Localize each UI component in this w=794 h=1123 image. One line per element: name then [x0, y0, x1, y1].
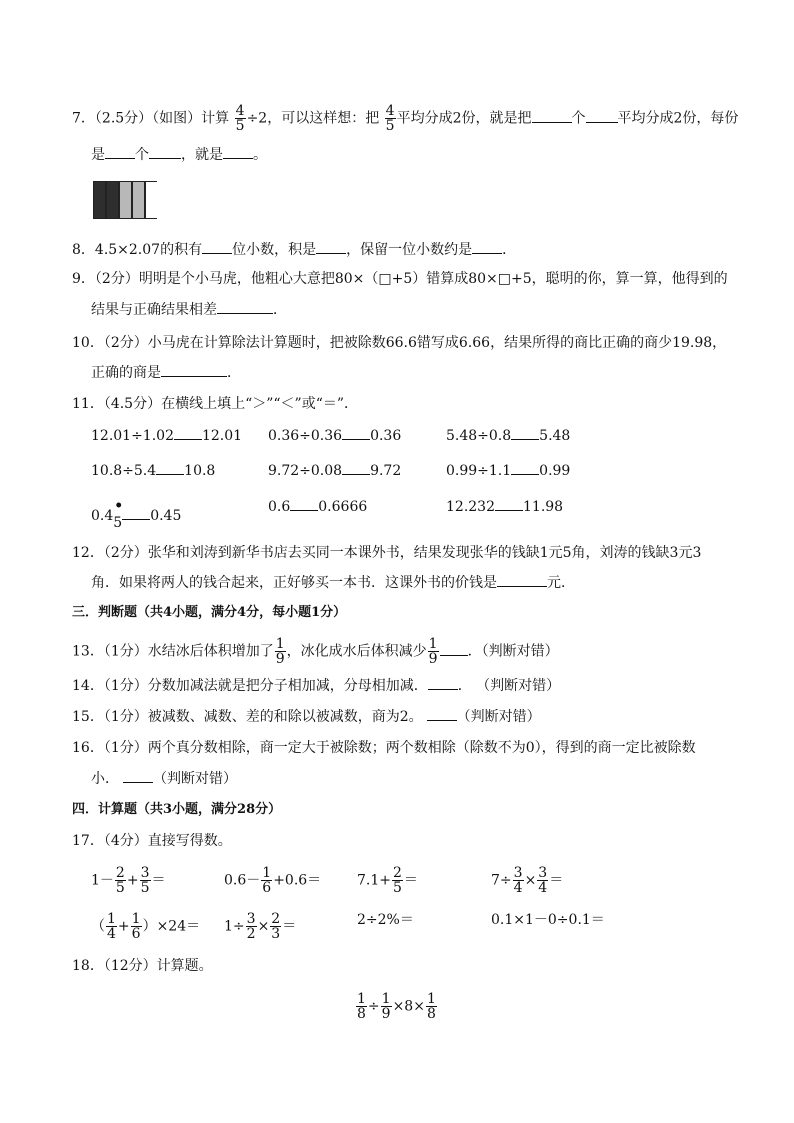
q13: 13．（1分）水结冰后体积增加了 $\frac{1}{9}$ ，冰化成水后体积减少 $\frac{1}{9}$ ．（判断对错） — [72, 636, 559, 667]
q14: 14．（1分）分数加减法就是把分子相加减，分母相加减． ． （判断对错） — [72, 678, 561, 694]
answer-blank[interactable] — [586, 110, 618, 123]
q16-line2: 小． （判断对错） — [91, 771, 237, 787]
fraction: $\frac{1}{9}$ — [428, 636, 438, 667]
q11-heading: 11．（4.5分）在横线上填上“＞”“＜”或“＝”． — [72, 396, 359, 412]
fraction: $\frac{4}{5}$ — [385, 103, 395, 134]
answer-blank[interactable] — [161, 364, 227, 377]
answer-blank[interactable] — [174, 427, 202, 440]
q18-heading: 18．（12分）计算题。 — [72, 958, 213, 974]
section-heading: 三．判断题（共4小题，满分4分，每小题1分） — [72, 605, 347, 620]
compare-item: 12.232 11.98 — [446, 499, 564, 515]
compare-item: 0.36÷0.36 0.36 — [268, 428, 402, 444]
compare-item: 0.99÷1.1 0.99 — [446, 463, 571, 479]
repeating-decimal: • 5 — [113, 498, 124, 531]
q10-line1: 10．（2分）小马虎在计算除法计算题时，把被除数66.6错写成6.66，结果所得的商比正确的商少19.98， — [72, 335, 727, 351]
calc-expression: 2÷2%＝ — [357, 912, 414, 928]
q8: 8．4.5×2.07的积有 位小数，积是 ，保留一位小数约是 ． — [72, 242, 517, 258]
fraction: $\frac{1}{9}$ — [275, 636, 285, 667]
bar-segment-dark — [93, 181, 106, 219]
answer-blank[interactable] — [202, 241, 232, 254]
answer-blank[interactable] — [511, 427, 539, 440]
answer-blank[interactable] — [105, 146, 135, 159]
answer-blank[interactable] — [440, 643, 468, 656]
bar-segment-empty — [145, 181, 157, 219]
bar-segment-light — [132, 181, 145, 219]
calc-expression: 7÷ $\frac{3}{4}$ × $\frac{3}{4}$ ＝ — [491, 865, 564, 896]
answer-blank[interactable] — [290, 498, 318, 511]
answer-blank[interactable] — [342, 427, 370, 440]
answer-blank[interactable] — [495, 498, 523, 511]
calc-expression: （ $\frac{1}{4}$ + $\frac{1}{6}$ ）×24＝ — [91, 911, 201, 942]
compare-item: 5.48÷0.8 5.48 — [446, 428, 571, 444]
compare-item: 10.8÷5.4 10.8 — [91, 463, 216, 479]
q16-line1: 16．（1分）两个真分数相除，商一定大于被除数；两个数相除（除数不为0），得到的商一定比被除数 — [72, 740, 696, 756]
answer-blank[interactable] — [217, 301, 273, 314]
answer-blank[interactable] — [428, 677, 458, 690]
answer-blank[interactable] — [149, 146, 181, 159]
compare-item: 12.01÷1.02 12.01 — [91, 428, 243, 444]
q7-line2: 是 个 ，就是 。 — [91, 147, 267, 163]
answer-blank[interactable] — [427, 708, 457, 721]
calc-expression: 0.6－ $\frac{1}{6}$ +0.6＝ — [224, 865, 322, 896]
q7-line1: 7．（2.5分）（如图）计算 $\frac{4}{5}$ ÷2，可以这样想：把 $\frac{4}{5}$ 平均分成2份，就是把 个 平均分成2份，每份 — [72, 103, 739, 134]
answer-blank[interactable] — [223, 146, 253, 159]
calc-expression: $\frac{1}{8}$ ÷ $\frac{1}{9}$ ×8× $\frac{1}{8}$ — [357, 991, 436, 1022]
fraction: $\frac{4}{5}$ — [235, 103, 245, 134]
answer-blank[interactable] — [532, 110, 572, 123]
answer-blank[interactable] — [122, 507, 150, 520]
q17-heading: 17．（4分）直接写得数。 — [72, 833, 232, 849]
calc-expression: 0.1×1－0÷0.1＝ — [491, 912, 605, 928]
answer-blank[interactable] — [472, 241, 502, 254]
bar-segment-dark — [106, 181, 119, 219]
answer-blank[interactable] — [156, 462, 184, 475]
compare-item: 0.4 • 5 0.45 — [91, 498, 182, 531]
answer-blank[interactable] — [342, 462, 370, 475]
q10-line2: 正确的商是 ． — [91, 365, 241, 381]
fraction-bar-figure — [93, 181, 157, 219]
bar-segment-light — [119, 181, 132, 219]
calc-expression: 1÷ $\frac{3}{2}$ × $\frac{2}{3}$ ＝ — [224, 911, 297, 942]
answer-blank[interactable] — [511, 462, 539, 475]
answer-blank[interactable] — [123, 770, 153, 783]
q15: 15．（1分）被减数、减数、差的和除以被减数，商为2。 （判断对错） — [72, 709, 541, 725]
calc-expression: 7.1+ $\frac{2}{5}$ ＝ — [357, 865, 418, 896]
q12-line1: 12．（2分）张华和刘涛到新华书店去买同一本课外书，结果发现张华的钱缺1元5角，刘涛的钱缺3元3 — [72, 545, 702, 561]
section-heading: 四．计算题（共3小题，满分28分） — [72, 802, 282, 817]
q12-line2: 角．如果将两人的钱合起来，正好够买一本书．这课外书的价钱是 元． — [91, 575, 575, 591]
answer-blank[interactable] — [316, 241, 346, 254]
q9-line1: 9．（2分）明明是个小马虎，他粗心大意把80×（□+5）错算成80×□+5，聪明的你，算一算，他得到的 — [72, 271, 728, 287]
answer-blank[interactable] — [497, 574, 547, 587]
compare-item: 0.6 0.6666 — [268, 499, 368, 515]
compare-item: 9.72÷0.08 9.72 — [268, 463, 402, 479]
calc-expression: 1－ $\frac{2}{5}$ + $\frac{3}{5}$ ＝ — [91, 865, 166, 896]
q9-line2: 结果与正确结果相差 ． — [91, 302, 287, 318]
